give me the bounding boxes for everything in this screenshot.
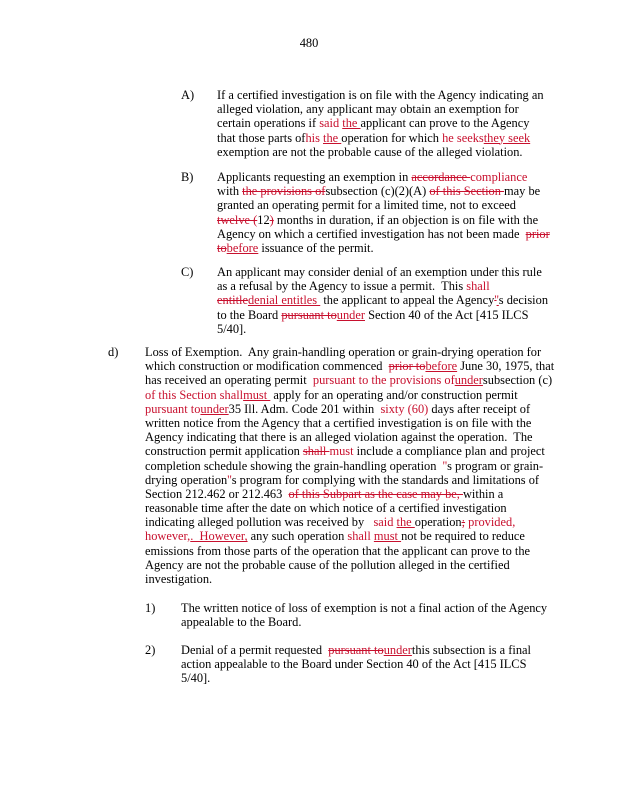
text-run: Loss of Exemption. Any grain-handling operation or grain-drying operation for <box>145 345 542 359</box>
text-run: days after receipt of <box>428 401 531 416</box>
text-line <box>181 615 547 629</box>
text-run: An applicant may consider denial of an exemption under this rule <box>217 265 542 279</box>
text-run: construction permit application <box>145 444 303 459</box>
page-number: 480 <box>299 36 319 50</box>
deleted-text: shall <box>302 444 330 459</box>
text-run: 5/40]. <box>217 321 247 336</box>
inserted-text: under <box>383 643 412 657</box>
text-run: operation <box>414 515 462 530</box>
text-line <box>145 544 554 558</box>
text-line <box>145 373 554 387</box>
revised-text: shall <box>466 279 490 294</box>
text-run: investigation. <box>145 572 213 586</box>
revised-text: however, <box>145 529 191 544</box>
text-run: completion schedule showing the grain-handling operation <box>145 458 443 473</box>
paragraph-text <box>181 643 531 686</box>
text-run: the applicant to appeal the Agency <box>320 293 495 308</box>
deleted-text: entitle <box>217 293 248 308</box>
text-line <box>145 345 554 359</box>
inserted-text: before <box>226 240 259 255</box>
text-run: has received an operating permit <box>145 373 313 388</box>
paragraph-label: C) <box>181 265 194 279</box>
text-line <box>217 308 548 322</box>
paragraph-label: 1) <box>145 601 156 615</box>
deleted-text: pursuant to <box>281 307 337 322</box>
text-line <box>181 601 547 615</box>
paragraph-text <box>217 265 548 336</box>
text-line <box>181 671 531 685</box>
text-line <box>217 227 550 241</box>
text-run: within a <box>462 486 504 501</box>
text-line <box>145 558 554 572</box>
text-run: to the Board <box>217 307 282 322</box>
text-run: months in duration, if an objection is on file with the <box>273 212 539 227</box>
deleted-text: of this Subpart as the case may be, <box>288 486 463 501</box>
deleted-text: twelve ( <box>217 212 258 227</box>
paragraph-label: B) <box>181 170 194 184</box>
deleted-text: prior to <box>388 359 426 374</box>
text-line <box>145 430 554 444</box>
text-run: 35 Ill. Adm. Code 201 within <box>228 401 381 416</box>
revised-text: of this Section shall <box>145 387 244 402</box>
deleted-text: of this Section <box>429 184 505 199</box>
text-run: may be <box>504 184 541 199</box>
text-run: reasonable time after the date on which notice of a certified investigation <box>145 501 507 516</box>
text-run: that those parts of <box>217 130 306 145</box>
text-run: any such operation <box>247 529 348 544</box>
deleted-text: the provisions of <box>242 184 326 199</box>
text-run: The written notice of loss of exemption is not a final action of the Agency <box>181 601 548 615</box>
inserted-text: must <box>373 529 402 544</box>
text-run: s program for complying with the standards and limitations of <box>231 472 540 487</box>
deleted-text: accordance <box>411 170 471 184</box>
inserted-text: the <box>323 130 342 145</box>
text-run: as a refusal by the Agency to issue a permit. This <box>217 279 467 294</box>
revised-text: must <box>329 444 354 459</box>
deleted-text: ' <box>494 293 497 308</box>
text-run: granted an operating permit for a limited time, not to exceed <box>217 198 516 213</box>
text-run: written notice from the Agency that a certified investigation is on file with the <box>145 415 532 430</box>
deleted-text: pursuant to <box>328 643 384 657</box>
text-run: exemption are not the probable cause of the alleged violation. <box>217 144 523 159</box>
inserted-text: before <box>425 359 458 374</box>
revised-text: said <box>319 116 343 131</box>
inserted-text: must <box>243 387 271 402</box>
text-run: Section 212.462 or 212.463 <box>145 486 289 501</box>
text-run: Applicants requesting an exemption in <box>217 170 412 184</box>
text-run: 5/40]. <box>181 671 211 686</box>
text-run: alleged violation, any applicant may obtain an exemption for <box>217 102 519 117</box>
revised-text: said <box>373 515 397 530</box>
paragraph-text <box>217 88 544 159</box>
text-run: subsection (c) <box>482 373 553 388</box>
text-line <box>145 402 554 416</box>
text-line <box>217 145 544 159</box>
text-run: operation for which <box>341 130 443 145</box>
inserted-text: . However, <box>190 529 248 544</box>
text-run: Denial of a permit requested <box>181 643 329 657</box>
text-line <box>217 170 550 184</box>
inserted-text: under <box>454 373 483 388</box>
revised-text: '' <box>227 472 232 487</box>
text-line <box>145 459 554 473</box>
text-run: include a compliance plan and project <box>353 444 545 459</box>
text-line <box>217 88 544 102</box>
text-run: appealable to the Board. <box>181 615 302 630</box>
revised-text: sixty (60) <box>380 401 429 416</box>
text-line <box>217 116 544 130</box>
text-line <box>181 657 531 671</box>
text-line <box>181 643 531 657</box>
revised-text: pursuant to the provisions of <box>312 373 455 388</box>
text-line <box>217 198 550 212</box>
text-run: certain operations if <box>217 116 320 131</box>
inserted-text: under <box>200 401 229 416</box>
text-line <box>145 359 554 373</box>
text-run: not be required to reduce <box>401 529 525 544</box>
paragraph-label: d) <box>108 345 119 359</box>
text-line <box>145 416 554 430</box>
text-line <box>217 241 550 255</box>
text-line <box>217 102 544 116</box>
text-run: action appealable to the Board under Section 40 of the Act [415 ILCS <box>181 657 527 672</box>
text-line <box>217 265 548 279</box>
text-line <box>145 515 554 529</box>
text-run: s decision <box>498 293 549 308</box>
text-run: June 30, 1975, that <box>457 359 555 374</box>
text-run: If a certified investigation is on file with the Agency indicating an <box>217 88 544 102</box>
text-line <box>217 184 550 198</box>
text-run: Agency are not the probable cause of the pollution alleged in the certified <box>145 557 510 572</box>
text-line <box>145 487 554 501</box>
text-run: 12 <box>257 212 270 227</box>
revised-text: his <box>305 130 323 145</box>
revised-text: shall <box>347 529 374 544</box>
revised-text: provided, <box>465 515 516 530</box>
text-run: apply for an operating and/or construction permit <box>270 387 518 402</box>
text-run: emissions from those parts of the operation that the applicant can prove to the <box>145 543 531 558</box>
text-line <box>217 322 548 336</box>
paragraph-label: A) <box>181 88 195 102</box>
deleted-text: to <box>217 240 227 255</box>
text-line <box>217 131 544 145</box>
deleted-text: ) <box>269 212 274 227</box>
text-run: indicating alleged pollution was received by <box>145 515 374 530</box>
text-run: s program or grain- <box>447 458 544 473</box>
paragraph-text <box>181 601 547 629</box>
inserted-text: ' <box>496 293 499 308</box>
text-run: Agency indicating that there is an alleged violation against the operation. The <box>145 430 533 445</box>
text-line <box>145 473 554 487</box>
inserted-text: under <box>336 307 365 322</box>
text-line <box>145 501 554 515</box>
paragraph-text <box>145 345 554 586</box>
paragraph-text <box>217 170 550 255</box>
inserted-text: the <box>342 116 361 131</box>
text-run: with <box>217 184 243 199</box>
revised-text: pursuant to <box>145 401 201 416</box>
text-line <box>145 444 554 458</box>
revised-text: '' <box>442 458 448 473</box>
inserted-text: denial entitles <box>247 293 321 308</box>
text-line <box>145 572 554 586</box>
paragraph-label: 2) <box>145 643 156 657</box>
deleted-text: ; <box>461 515 466 530</box>
text-run: which construction or modification commenced <box>145 359 389 374</box>
text-run: drying operation <box>145 472 228 487</box>
text-run: Section 40 of the Act [415 ILCS <box>365 307 529 322</box>
text-run: issuance of the permit. <box>258 240 374 255</box>
text-line <box>217 293 548 307</box>
text-run: applicant can prove to the Agency <box>360 116 530 131</box>
text-line <box>145 529 554 543</box>
text-line <box>217 213 550 227</box>
text-run: Agency on which a certified investigation has not been made <box>217 226 526 241</box>
text-line <box>145 388 554 402</box>
revised-text: compliance <box>470 170 528 184</box>
text-line <box>217 279 548 293</box>
inserted-text: the <box>396 515 415 530</box>
revised-text: he seeks <box>442 130 484 145</box>
deleted-text: prior <box>525 226 550 241</box>
inserted-text: they seek <box>483 130 531 145</box>
text-run: this subsection is a final <box>411 643 531 657</box>
text-run: subsection (c)(2)(A) <box>325 184 430 199</box>
